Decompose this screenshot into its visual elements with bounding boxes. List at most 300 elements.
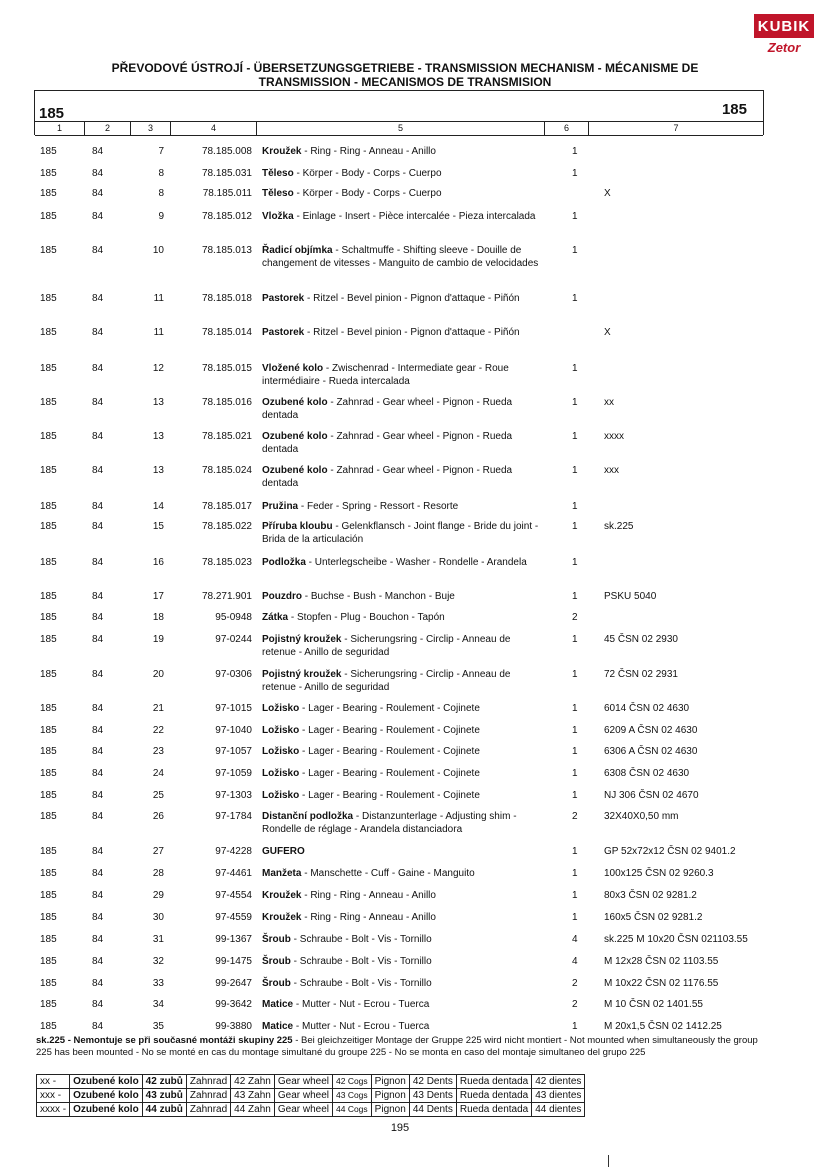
part-number-cell: 97-4228 — [215, 846, 252, 857]
footnote-text: - Bei gleichzeitiger Montage der Gruppe 225 wird nicht montiert - Not mounted when simultaneously the group 225 has been mounted - No se monté en cas du montage simultané du groupe 225 - No se monta en caso del montaje simultaneo del grupo 225 — [36, 1035, 758, 1058]
variant-cell: 43 zubů — [142, 1089, 186, 1103]
column-header-7: 7 — [673, 123, 679, 133]
part-number-cell: 99-3642 — [215, 999, 252, 1010]
table-header — [34, 90, 764, 135]
variant-cell: Rueda dentada — [456, 1089, 531, 1103]
subgroup-cell: 84 — [92, 612, 104, 623]
part-name: Těleso — [262, 168, 294, 179]
description-cell — [262, 611, 544, 624]
part-translations: - Lager - Bearing - Roulement - Cojinete — [299, 768, 480, 779]
subgroup-cell: 84 — [92, 669, 104, 680]
group-cell: 185 — [40, 211, 57, 222]
note-cell: 6209 A ČSN 02 4630 — [604, 725, 698, 736]
group-cell: 185 — [40, 168, 57, 179]
part-translations: - Schraube - Bolt - Vis - Tornillo — [290, 956, 432, 967]
note-cell: M 10 ČSN 02 1401.55 — [604, 999, 703, 1010]
group-cell: 185 — [40, 327, 57, 338]
quantity-cell: 1 — [572, 211, 578, 222]
position-cell: 9 — [158, 211, 164, 222]
variant-cell: 42 Zahn — [231, 1075, 275, 1089]
position-cell: 19 — [152, 634, 164, 645]
position-cell: 7 — [158, 146, 164, 157]
quantity-cell: 1 — [572, 591, 578, 602]
description-cell — [262, 396, 544, 422]
note-cell: xxx — [604, 465, 619, 476]
quantity-cell: 1 — [572, 634, 578, 645]
column-header-4: 4 — [171, 122, 257, 135]
part-number-cell: 97-1784 — [215, 811, 252, 822]
position-cell: 28 — [152, 868, 164, 879]
position-cell: 10 — [152, 245, 164, 256]
group-cell: 185 — [40, 956, 57, 967]
subgroup-cell: 84 — [92, 746, 104, 757]
quantity-cell: 1 — [572, 912, 578, 923]
part-name: Těleso — [262, 188, 294, 199]
quantity-cell: 1 — [572, 846, 578, 857]
quantity-cell: 2 — [572, 811, 578, 822]
position-cell: 33 — [152, 978, 164, 989]
position-cell: 22 — [152, 725, 164, 736]
note-cell: 6308 ČSN 02 4630 — [604, 768, 690, 779]
description-cell — [262, 500, 544, 513]
description-cell — [262, 810, 544, 836]
position-cell: 30 — [152, 912, 164, 923]
description-cell — [262, 668, 544, 694]
part-translations: - Distanzunterlage - Adjusting shim - Rondelle de réglage - Arandela distanciadora — [262, 811, 517, 835]
quantity-cell: 1 — [572, 501, 578, 512]
quantity-cell: 1 — [572, 245, 578, 256]
part-number-cell: 78.271.901 — [201, 591, 252, 602]
subgroup-cell: 84 — [92, 768, 104, 779]
part-number-cell: 78.185.022 — [201, 521, 252, 532]
part-name: Pojistný kroužek — [262, 669, 342, 680]
subgroup-cell: 84 — [92, 790, 104, 801]
quantity-cell: 2 — [572, 978, 578, 989]
part-number-cell: 78.185.011 — [202, 188, 252, 199]
part-name: Příruba kloubu — [262, 521, 333, 532]
part-name: Pružina — [262, 501, 299, 512]
part-name: Ozubené kolo — [262, 465, 328, 476]
part-translations: - Sicherungsring - Circlip - Anneau de retenue - Anillo de seguridad — [262, 669, 511, 693]
group-cell: 185 — [40, 978, 57, 989]
variant-cell: Rueda dentada — [456, 1103, 531, 1117]
position-cell: 31 — [152, 934, 164, 945]
note-cell: PSKU 5040 — [604, 591, 657, 602]
quantity-cell: 1 — [572, 293, 578, 304]
part-translations: - Ritzel - Bevel pinion - Pignon d'attaque - Piñón — [304, 293, 520, 304]
quantity-cell: 1 — [572, 363, 578, 374]
part-name: Vložka — [262, 211, 294, 222]
variant-cell: Zahnrad — [186, 1075, 230, 1089]
variant-cell: 43 Dents — [409, 1089, 456, 1103]
part-name: Ložisko — [262, 746, 300, 757]
subgroup-cell: 84 — [92, 293, 104, 304]
variant-cell: 42 zubů — [142, 1075, 186, 1089]
variant-cell: Ozubené kolo — [70, 1075, 143, 1089]
part-name: Matice — [262, 999, 294, 1010]
part-number-cell: 78.185.021 — [201, 431, 252, 442]
description-cell — [262, 430, 544, 456]
group-cell: 185 — [40, 868, 57, 879]
variant-cell: Ozubené kolo — [70, 1089, 143, 1103]
note-cell: 6014 ČSN 02 4630 — [604, 703, 690, 714]
variant-cell: Zahnrad — [186, 1103, 230, 1117]
column-header-3: 3 — [131, 122, 171, 135]
quantity-cell: 1 — [572, 746, 578, 757]
position-cell: 15 — [152, 521, 164, 532]
quantity-cell: 1 — [572, 703, 578, 714]
part-translations: - Feder - Spring - Ressort - Resorte — [298, 501, 459, 512]
group-cell: 185 — [40, 746, 57, 757]
variant-cell: 43 Cogs — [333, 1089, 372, 1103]
part-name: GUFERO — [262, 846, 305, 857]
part-number-cell: 97-4559 — [215, 912, 252, 923]
part-number-cell: 78.185.014 — [201, 327, 252, 338]
part-translations: - Unterlegscheibe - Washer - Rondelle - Arandela — [305, 557, 527, 568]
part-number-cell: 97-0306 — [215, 669, 252, 680]
variant-cell: 44 Cogs — [333, 1103, 372, 1117]
group-cell: 185 — [40, 999, 57, 1010]
position-cell: 32 — [152, 956, 164, 967]
part-number-cell: 97-1303 — [215, 790, 252, 801]
variant-row — [37, 1075, 585, 1089]
part-name: Pouzdro — [262, 591, 302, 602]
description-cell — [262, 464, 544, 490]
part-number-cell: 78.185.013 — [201, 245, 252, 256]
subgroup-cell: 84 — [92, 397, 104, 408]
part-name: Pojistný kroužek — [262, 634, 342, 645]
subgroup-cell: 84 — [92, 811, 104, 822]
group-cell: 185 — [40, 245, 57, 256]
variant-row — [37, 1103, 585, 1117]
group-cell: 185 — [40, 934, 57, 945]
part-number-cell: 97-1040 — [215, 725, 252, 736]
description-cell — [262, 187, 544, 200]
group-cell: 185 — [40, 557, 57, 568]
part-translations: - Schaltmuffe - Shifting sleeve - Douille de changement de vitesses - Manguito de cambio de velocidades — [262, 245, 539, 269]
group-number-right: 185 — [721, 101, 747, 118]
description-cell — [262, 745, 544, 758]
description-cell — [262, 789, 544, 802]
position-cell: 8 — [158, 188, 164, 199]
part-number-cell: 78.185.017 — [201, 501, 252, 512]
variant-cell: 44 Dents — [409, 1103, 456, 1117]
quantity-cell: 1 — [572, 768, 578, 779]
page-title-line2: TRANSMISSION - MECANISMOS DE TRANSMISION — [258, 75, 552, 89]
group-cell: 185 — [40, 591, 57, 602]
part-translations: - Ring - Ring - Anneau - Anillo — [301, 912, 436, 923]
variant-cell: Zahnrad — [186, 1089, 230, 1103]
part-name: Vložené kolo — [262, 363, 324, 374]
note-cell: xx — [604, 397, 614, 408]
description-cell — [262, 167, 544, 180]
subgroup-cell: 84 — [92, 634, 104, 645]
part-translations: - Zahnrad - Gear wheel - Pignon - Rueda dentada — [262, 431, 513, 455]
column-header-6: 6 — [545, 122, 589, 135]
part-translations: - Zahnrad - Gear wheel - Pignon - Rueda dentada — [262, 397, 513, 421]
subgroup-cell: 84 — [92, 912, 104, 923]
part-translations: - Gelenkflansch - Joint flange - Bride du joint - Brida de la articulación — [262, 521, 539, 545]
part-number-cell: 99-3880 — [215, 1021, 252, 1032]
part-number-cell: 97-4554 — [215, 890, 252, 901]
position-cell: 8 — [158, 168, 164, 179]
description-cell — [262, 590, 544, 603]
part-number-cell: 78.185.008 — [201, 146, 252, 157]
position-cell: 13 — [152, 431, 164, 442]
quantity-cell: 1 — [572, 790, 578, 801]
part-name: Ložisko — [262, 790, 300, 801]
part-name: Ložisko — [262, 725, 300, 736]
subgroup-cell: 84 — [92, 363, 104, 374]
group-cell: 185 — [40, 846, 57, 857]
part-translations: - Ring - Ring - Anneau - Anillo — [301, 146, 436, 157]
group-cell: 185 — [40, 363, 57, 374]
part-number-cell: 97-4461 — [215, 868, 252, 879]
subgroup-cell: 84 — [92, 999, 104, 1010]
subgroup-cell: 84 — [92, 846, 104, 857]
footnote-bold: sk.225 - Nemontuje se při současné montáži skupiny 225 — [36, 1035, 293, 1046]
group-cell: 185 — [40, 912, 57, 923]
part-number-cell: 78.185.024 — [201, 465, 252, 476]
logo-kubik: KUBIK — [754, 14, 814, 38]
note-cell: X — [604, 188, 611, 199]
part-number-cell: 78.185.016 — [201, 397, 252, 408]
position-cell: 12 — [152, 363, 164, 374]
variant-cell: Rueda dentada — [456, 1075, 531, 1089]
description-cell — [262, 889, 544, 902]
quantity-cell: 2 — [572, 612, 578, 623]
quantity-cell: 2 — [572, 999, 578, 1010]
subgroup-cell: 84 — [92, 934, 104, 945]
variant-cell: xxx - — [37, 1089, 70, 1103]
part-number-cell: 78.185.015 — [201, 363, 252, 374]
description-cell — [262, 955, 544, 968]
group-cell: 185 — [40, 521, 57, 532]
description-cell — [262, 724, 544, 737]
page-mark — [608, 1155, 609, 1167]
part-translations: - Körper - Body - Corps - Cuerpo — [293, 188, 442, 199]
variant-cell: 43 Zahn — [231, 1089, 275, 1103]
group-cell: 185 — [40, 293, 57, 304]
subgroup-cell: 84 — [92, 146, 104, 157]
part-translations: - Manschette - Cuff - Gaine - Manguito — [301, 868, 475, 879]
variant-cell: 44 Zahn — [231, 1103, 275, 1117]
subgroup-cell: 84 — [92, 501, 104, 512]
group-cell: 185 — [40, 146, 57, 157]
variant-cell: xx - — [37, 1075, 70, 1089]
description-cell — [262, 998, 544, 1011]
part-number-cell: 97-1015 — [215, 703, 252, 714]
part-name: Pastorek — [262, 327, 305, 338]
quantity-cell: 1 — [572, 146, 578, 157]
group-cell: 185 — [40, 811, 57, 822]
part-name: Ozubené kolo — [262, 431, 328, 442]
quantity-cell: 1 — [572, 890, 578, 901]
column-header-1: 1 — [35, 122, 85, 135]
description-cell — [262, 911, 544, 924]
part-name: Ložisko — [262, 703, 300, 714]
quantity-cell: 1 — [572, 168, 578, 179]
part-name: Řadicí objímka — [262, 245, 333, 256]
part-translations: - Zwischenrad - Intermediate gear - Roue intermédiaire - Rueda intercalada — [262, 363, 509, 387]
part-translations: - Lager - Bearing - Roulement - Cojinete — [299, 703, 480, 714]
position-cell: 13 — [152, 397, 164, 408]
group-cell: 185 — [40, 465, 57, 476]
position-cell: 23 — [152, 746, 164, 757]
quantity-cell: 1 — [572, 868, 578, 879]
group-cell: 185 — [40, 431, 57, 442]
part-name: Ozubené kolo — [262, 397, 328, 408]
quantity-cell: 1 — [572, 1021, 578, 1032]
note-cell: X — [604, 327, 611, 338]
variant-cell: Ozubené kolo — [70, 1103, 143, 1117]
variant-cell: Gear wheel — [274, 1075, 332, 1089]
note-cell: 80x3 ČSN 02 9281.2 — [604, 890, 697, 901]
group-cell: 185 — [40, 188, 57, 199]
subgroup-cell: 84 — [92, 978, 104, 989]
part-name: Kroužek — [262, 912, 302, 923]
part-number-cell: 97-1059 — [215, 768, 252, 779]
part-number-cell: 99-2647 — [215, 978, 252, 989]
part-translations: - Sicherungsring - Circlip - Anneau de retenue - Anillo de seguridad — [262, 634, 511, 658]
variant-cell: 44 zubů — [142, 1103, 186, 1117]
subgroup-cell: 84 — [92, 168, 104, 179]
position-cell: 11 — [153, 293, 164, 304]
subgroup-cell: 84 — [92, 703, 104, 714]
description-cell — [262, 326, 544, 339]
description-cell — [262, 292, 544, 305]
description-cell — [262, 977, 544, 990]
note-cell: xxxx — [604, 431, 624, 442]
position-cell: 18 — [152, 612, 164, 623]
description-cell — [262, 362, 544, 388]
part-translations: - Lager - Bearing - Roulement - Cojinete — [299, 790, 480, 801]
logo-zetor: Zetor — [767, 40, 801, 55]
position-cell: 14 — [152, 501, 164, 512]
position-cell: 20 — [152, 669, 164, 680]
variant-cell: 44 dientes — [532, 1103, 585, 1117]
position-cell: 24 — [152, 768, 164, 779]
group-cell: 185 — [40, 890, 57, 901]
part-name: Matice — [262, 1021, 294, 1032]
part-number-cell: 99-1475 — [215, 956, 252, 967]
part-translations: - Mutter - Nut - Ecrou - Tuerca — [293, 999, 430, 1010]
variant-cell: Pignon — [371, 1103, 409, 1117]
position-cell: 26 — [152, 811, 164, 822]
group-number-left: 185 — [39, 105, 65, 122]
page-title-line1: PŘEVODOVÉ ÚSTROJÍ - ÜBERSETZUNGSGETRIEBE - TRANSMISSION MECHANISM - MÉCANISME DE — [111, 61, 699, 75]
group-cell: 185 — [40, 501, 57, 512]
quantity-cell: 1 — [572, 557, 578, 568]
note-cell: GP 52x72x12 ČSN 02 9401.2 — [604, 846, 736, 857]
description-cell — [262, 210, 544, 223]
group-cell: 185 — [40, 669, 57, 680]
page-title — [60, 61, 750, 89]
part-translations: - Buchse - Bush - Manchon - Buje — [302, 591, 455, 602]
description-cell — [262, 767, 544, 780]
group-cell: 185 — [40, 703, 57, 714]
variant-cell: 42 Dents — [409, 1075, 456, 1089]
quantity-cell: 4 — [572, 956, 578, 967]
quantity-cell: 4 — [572, 934, 578, 945]
part-translations: - Ritzel - Bevel pinion - Pignon d'attaque - Piñón — [304, 327, 520, 338]
subgroup-cell: 84 — [92, 725, 104, 736]
position-cell: 16 — [152, 557, 164, 568]
part-name: Distanční podložka — [262, 811, 354, 822]
position-cell: 35 — [152, 1021, 164, 1032]
position-cell: 34 — [152, 999, 164, 1010]
subgroup-cell: 84 — [92, 245, 104, 256]
description-cell — [262, 845, 544, 858]
variant-cell: xxxx - — [37, 1103, 70, 1117]
page-number: 195 — [390, 1122, 410, 1134]
note-cell: NJ 306 ČSN 02 4670 — [604, 790, 699, 801]
subgroup-cell: 84 — [92, 890, 104, 901]
part-number-cell: 95-0948 — [215, 612, 252, 623]
note-cell: M 12x28 ČSN 02 1103.55 — [604, 956, 719, 967]
description-cell — [262, 933, 544, 946]
position-cell: 13 — [152, 465, 164, 476]
note-cell: 32X40X0,50 mm — [604, 811, 679, 822]
note-cell: 72 ČSN 02 2931 — [604, 669, 678, 680]
subgroup-cell: 84 — [92, 327, 104, 338]
subgroup-cell: 84 — [92, 956, 104, 967]
variant-cell: 42 Cogs — [333, 1075, 372, 1089]
column-numbers — [35, 121, 763, 136]
group-cell: 185 — [40, 612, 57, 623]
variant-cell: 43 dientes — [532, 1089, 585, 1103]
note-cell: sk.225 — [604, 521, 634, 532]
variant-cell: Pignon — [371, 1075, 409, 1089]
variant-cell: 42 dientes — [532, 1075, 585, 1089]
subgroup-cell: 84 — [92, 465, 104, 476]
variant-table — [36, 1074, 585, 1117]
part-name: Manžeta — [262, 868, 302, 879]
group-cell: 185 — [40, 790, 57, 801]
part-name: Pastorek — [262, 293, 305, 304]
group-cell: 185 — [40, 768, 57, 779]
note-cell: 45 ČSN 02 2930 — [604, 634, 678, 645]
part-translations: - Körper - Body - Corps - Cuerpo — [293, 168, 442, 179]
position-cell: 17 — [152, 591, 164, 602]
position-cell: 11 — [153, 327, 164, 338]
note-cell: 6306 A ČSN 02 4630 — [604, 746, 698, 757]
part-number-cell: 78.185.018 — [201, 293, 252, 304]
part-number-cell: 78.185.012 — [201, 211, 252, 222]
subgroup-cell: 84 — [92, 188, 104, 199]
part-translations: - Schraube - Bolt - Vis - Tornillo — [290, 978, 432, 989]
description-cell — [262, 1020, 544, 1033]
description-cell — [262, 702, 544, 715]
part-number-cell: 78.185.031 — [201, 168, 252, 179]
part-translations: - Einlage - Insert - Pièce intercalée - Pieza intercalada — [293, 211, 536, 222]
group-cell: 185 — [40, 397, 57, 408]
part-name: Šroub — [262, 978, 291, 989]
subgroup-cell: 84 — [92, 521, 104, 532]
description-cell — [262, 244, 544, 270]
part-number-cell: 97-1057 — [215, 746, 252, 757]
part-translations: - Stopfen - Plug - Bouchon - Tapón — [288, 612, 445, 623]
footnote — [36, 1035, 762, 1059]
part-translations: - Lager - Bearing - Roulement - Cojinete — [299, 746, 480, 757]
part-translations: - Schraube - Bolt - Vis - Tornillo — [290, 934, 432, 945]
quantity-cell: 1 — [572, 465, 578, 476]
quantity-cell: 1 — [572, 431, 578, 442]
variant-cell: Gear wheel — [274, 1103, 332, 1117]
position-cell: 27 — [152, 846, 164, 857]
part-name: Zátka — [262, 612, 289, 623]
kubik-zetor-logo — [754, 14, 814, 55]
